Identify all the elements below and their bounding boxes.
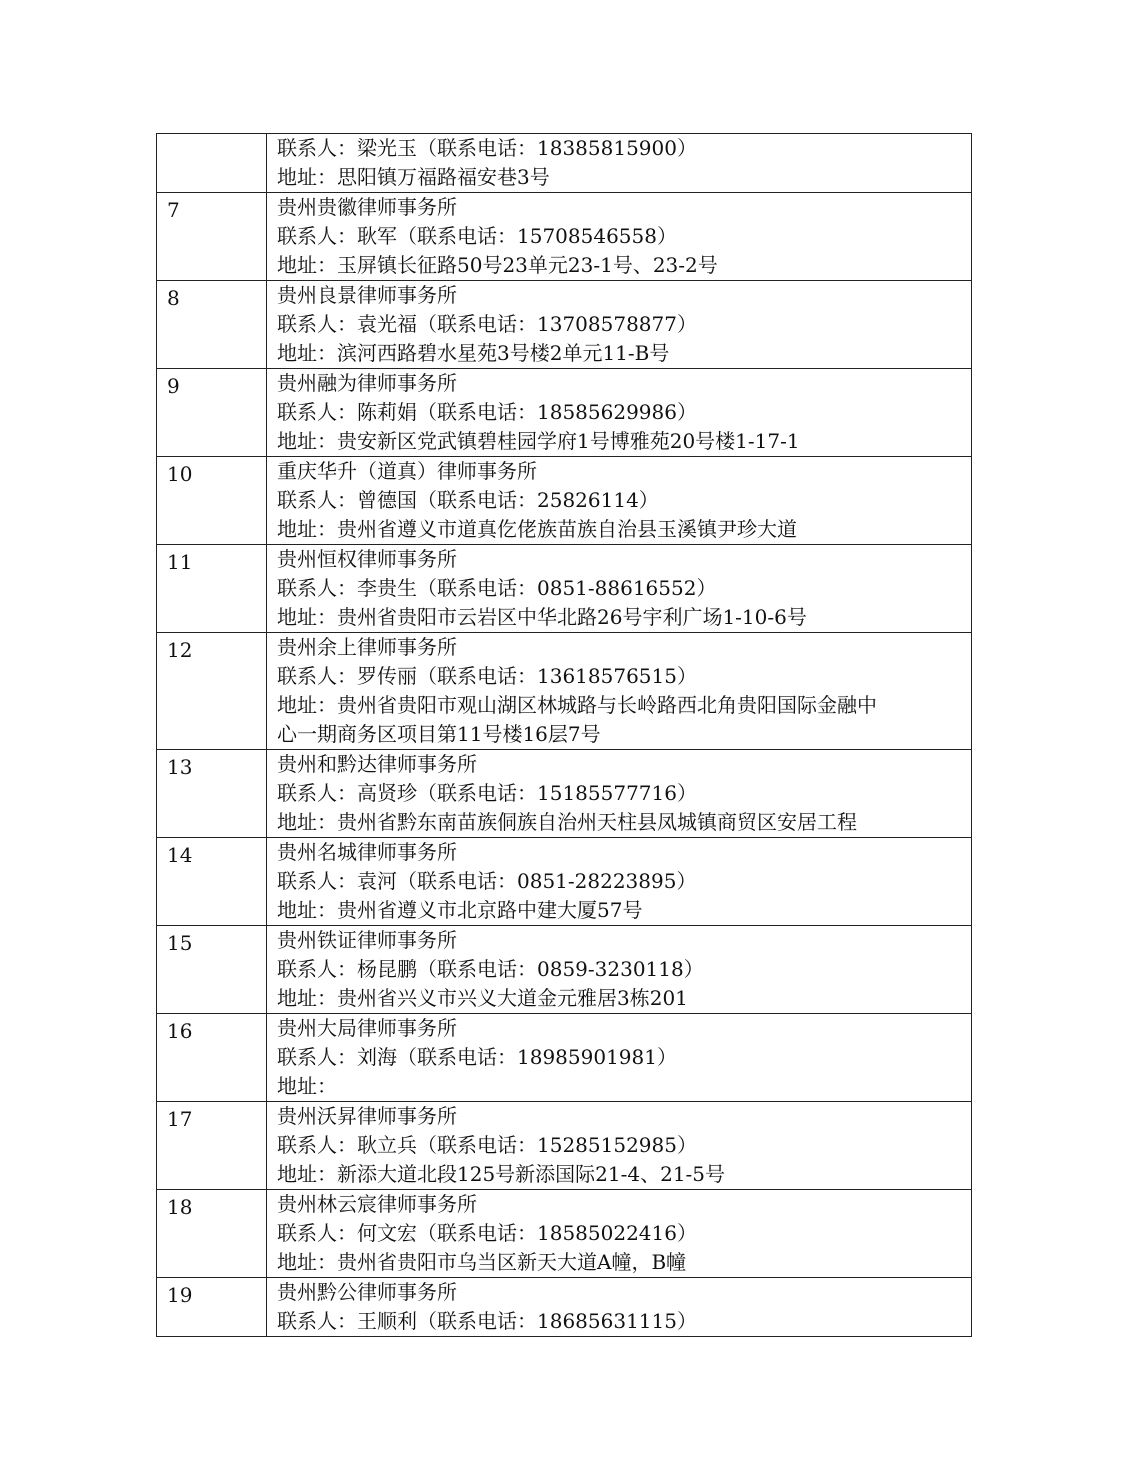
law-firm-table (156, 133, 972, 1337)
firm-info-cell (267, 1014, 972, 1102)
contact-line: 联系人：曾德国（联系电话：25826114） (277, 488, 659, 512)
row-number: 7 (157, 193, 267, 281)
firm-name: 贵州融为律师事务所 (277, 371, 457, 395)
address-line: 地址：贵安新区党武镇碧桂园学府1号博雅苑20号楼1-17-1 (277, 429, 800, 453)
table-row (157, 457, 972, 545)
firm-info-cell (267, 281, 972, 369)
address-line: 地址：贵州省贵阳市观山湖区林城路与长岭路西北角贵阳国际金融中 (277, 693, 877, 717)
firm-info-cell (267, 750, 972, 838)
firm-name: 贵州良景律师事务所 (277, 283, 457, 307)
firm-name: 贵州林云宸律师事务所 (277, 1192, 477, 1216)
contact-line: 联系人：梁光玉（联系电话：18385815900） (277, 136, 697, 160)
contact-line: 联系人：李贵生（联系电话：0851-88616552） (277, 576, 717, 600)
row-number: 16 (157, 1014, 267, 1102)
firm-name: 贵州黔公律师事务所 (277, 1280, 457, 1304)
row-number (157, 134, 267, 193)
info-line: 心一期商务区项目第11号楼16层7号 (277, 722, 601, 746)
row-number: 12 (157, 633, 267, 750)
contact-line: 联系人：袁光福（联系电话：13708578877） (277, 312, 697, 336)
address-line: 地址：贵州省遵义市道真仡佬族苗族自治县玉溪镇尹珍大道 (277, 517, 797, 541)
firm-name: 贵州恒权律师事务所 (277, 547, 457, 571)
address-line: 地址：贵州省遵义市北京路中建大厦57号 (277, 898, 643, 922)
contact-line: 联系人：陈莉娟（联系电话：18585629986） (277, 400, 697, 424)
address-line: 地址：滨河西路碧水星苑3号楼2单元11-B号 (277, 341, 670, 365)
table-row (157, 545, 972, 633)
contact-line: 联系人：袁河（联系电话：0851-28223895） (277, 869, 697, 893)
table-row (157, 750, 972, 838)
row-number: 10 (157, 457, 267, 545)
firm-info-cell (267, 838, 972, 926)
firm-info-cell (267, 457, 972, 545)
address-line: 地址：贵州省黔东南苗族侗族自治州天柱县凤城镇商贸区安居工程 (277, 810, 857, 834)
row-number: 13 (157, 750, 267, 838)
firm-info-cell (267, 633, 972, 750)
address-line: 地址：贵州省贵阳市云岩区中华北路26号宇利广场1-10-6号 (277, 605, 807, 629)
table-row (157, 1014, 972, 1102)
row-number: 19 (157, 1278, 267, 1337)
contact-line: 联系人：王顺利（联系电话：18685631115） (277, 1309, 697, 1333)
row-number: 9 (157, 369, 267, 457)
firm-info-cell (267, 926, 972, 1014)
table-row (157, 1190, 972, 1278)
address-line: 地址：玉屏镇长征路50号23单元23-1号、23-2号 (277, 253, 718, 277)
contact-line: 联系人：罗传丽（联系电话：13618576515） (277, 664, 697, 688)
table-row (157, 281, 972, 369)
firm-info-cell (267, 193, 972, 281)
firm-name: 贵州铁证律师事务所 (277, 928, 457, 952)
contact-line: 联系人：耿立兵（联系电话：15285152985） (277, 1133, 697, 1157)
firm-info-cell (267, 1102, 972, 1190)
contact-line: 联系人：杨昆鹏（联系电话：0859-3230118） (277, 957, 704, 981)
table-row (157, 193, 972, 281)
firm-name: 重庆华升（道真）律师事务所 (277, 459, 537, 483)
table-row (157, 633, 972, 750)
row-number: 14 (157, 838, 267, 926)
contact-line: 联系人：耿军（联系电话：15708546558） (277, 224, 677, 248)
row-number: 11 (157, 545, 267, 633)
firm-name: 贵州和黔达律师事务所 (277, 752, 477, 776)
firm-name: 贵州名城律师事务所 (277, 840, 457, 864)
firm-info-cell (267, 369, 972, 457)
table-row (157, 134, 972, 193)
firm-name: 贵州余上律师事务所 (277, 635, 457, 659)
contact-line: 联系人：何文宏（联系电话：18585022416） (277, 1221, 697, 1245)
contact-line: 联系人：刘海（联系电话：18985901981） (277, 1045, 677, 1069)
table-row (157, 1278, 972, 1337)
address-line: 地址：思阳镇万福路福安巷3号 (277, 165, 550, 189)
firm-name: 贵州沃昇律师事务所 (277, 1104, 457, 1128)
table-row (157, 926, 972, 1014)
row-number: 18 (157, 1190, 267, 1278)
table-row (157, 1102, 972, 1190)
address-line: 地址：贵州省兴义市兴义大道金元雅居3栋201 (277, 986, 688, 1010)
row-number: 15 (157, 926, 267, 1014)
firm-name: 贵州贵徽律师事务所 (277, 195, 457, 219)
firm-info-cell (267, 545, 972, 633)
table-row (157, 369, 972, 457)
firm-info-cell (267, 134, 972, 193)
firm-name: 贵州大局律师事务所 (277, 1016, 457, 1040)
firm-info-cell (267, 1278, 972, 1337)
contact-line: 联系人：高贤珍（联系电话：15185577716） (277, 781, 697, 805)
address-line: 地址：新添大道北段125号新添国际21-4、21-5号 (277, 1162, 726, 1186)
law-firm-table-body (157, 134, 972, 1337)
address-line: 地址：贵州省贵阳市乌当区新天大道A幢，B幢 (277, 1250, 687, 1274)
address-line: 地址： (277, 1074, 337, 1098)
row-number: 17 (157, 1102, 267, 1190)
firm-info-cell (267, 1190, 972, 1278)
table-row (157, 838, 972, 926)
row-number: 8 (157, 281, 267, 369)
